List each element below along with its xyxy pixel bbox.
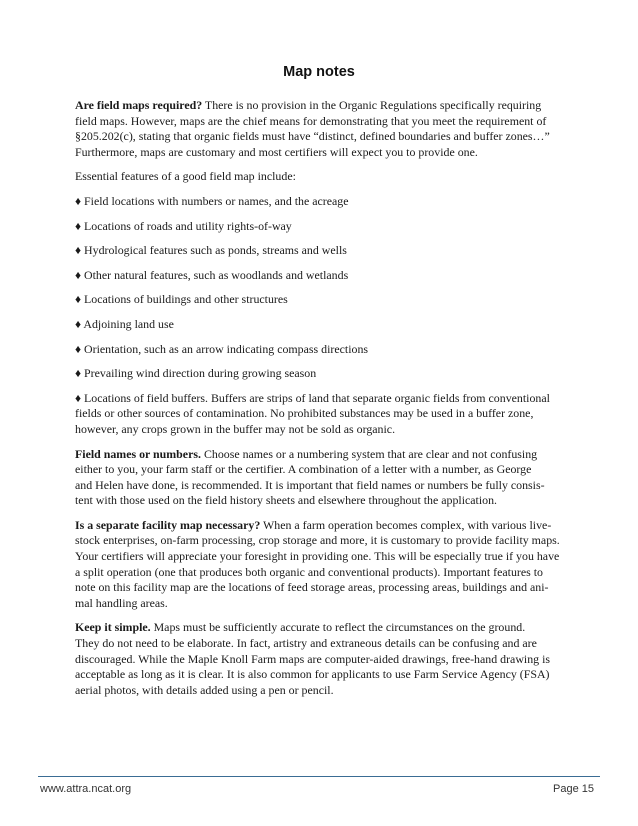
text-line: fields or other sources of contamination. No prohibited substances may be used in a buffer zone,: [75, 406, 534, 421]
text-line: Maps must be sufficiently accurate to reflect the circumstances on the ground.: [150, 620, 526, 635]
page-title: Map notes: [283, 64, 355, 80]
heading-maps-required: Are field maps required?: [75, 98, 203, 112]
text-line: aerial photos, with details added using a pen or pencil.: [75, 682, 334, 697]
text-line: §205.202(c), stating that organic fields must have “distinct, defined boundaries and buffer zones…”: [75, 129, 550, 144]
paragraph-field-names: [75, 447, 567, 509]
feature-item: ♦ Other natural features, such as woodlands and wetlands: [75, 267, 349, 282]
feature-item: ♦ Orientation, such as an arrow indicating compass directions: [75, 341, 369, 356]
features-intro: Essential features of a good field map include:: [75, 169, 296, 184]
paragraph-facility-map: [75, 518, 567, 612]
heading-facility-map: Is a separate facility map necessary?: [75, 517, 261, 532]
text-line: There is no provision in the Organic Regulations specifically requiring: [202, 98, 542, 112]
text-line: a split operation (one that produces both organic and conventional products). Important features to: [75, 564, 544, 579]
feature-item: ♦ Prevailing wind direction during growing season: [75, 366, 317, 381]
paragraph-maps-required: [75, 98, 567, 160]
text-line: They do not need to be elaborate. In fact, artistry and extraneous details can be confusing and are: [75, 636, 537, 651]
page-number: Page 15: [553, 783, 594, 795]
feature-item: ♦ Locations of buildings and other structures: [75, 292, 288, 307]
heading-keep-simple: Keep it simple.: [75, 620, 151, 635]
text-line: however, any crops grown in the buffer may not be sold as organic.: [75, 421, 396, 436]
text-line: Choose names or a numbering system that are clear and not confusing: [200, 446, 538, 461]
feature-item-buffers: [75, 391, 567, 438]
text-line: and Helen have done, is recommended. It is important that field names or numbers be fully consis-: [75, 477, 545, 492]
footer-divider: [38, 776, 600, 777]
text-line: note on this facility map are the locations of feed storage areas, processing areas, buildings and ani-: [75, 580, 549, 595]
feature-item: ♦ Locations of roads and utility rights-of-way: [75, 218, 292, 233]
text-line: ♦ Locations of field buffers. Buffers are strips of land that separate organic fields from conventional: [75, 390, 550, 405]
text-line: tent with those used on the field history sheets and elsewhere throughout the application.: [75, 493, 498, 508]
text-line: When a farm operation becomes complex, with various live-: [260, 517, 552, 532]
text-line: Your certifiers will appreciate your foresight in providing one. This will be especially true if you have: [75, 549, 560, 564]
footer-url-link[interactable]: www.attra.ncat.org: [40, 783, 132, 795]
feature-item: ♦ Adjoining land use: [75, 316, 174, 331]
text-line: Furthermore, maps are customary and most certifiers will expect you to provide one.: [75, 144, 478, 159]
feature-item: ♦ Field locations with numbers or names, and the acreage: [75, 193, 349, 208]
paragraph-keep-simple: [75, 620, 567, 698]
text-line: discouraged. While the Maple Knoll Farm maps are computer-aided drawings, free-hand drawing is: [75, 651, 551, 666]
text-line: mal handling areas.: [75, 595, 168, 610]
text-line: field maps. However, maps are the chief means for demonstrating that you meet the requirement of: [75, 113, 547, 128]
feature-item: ♦ Hydrological features such as ponds, streams and wells: [75, 243, 347, 258]
text-line: acceptable as long as it is clear. It is also common for applicants to use Farm Service Agency (FSA): [75, 667, 550, 682]
heading-field-names: Field names or numbers.: [75, 446, 201, 461]
text-line: either to you, your farm staff or the certifier. A combination of a letter with a number, as George: [75, 462, 532, 477]
page-content: [75, 98, 567, 698]
text-line: stock enterprises, on-farm processing, crop storage and more, it is customary to provide facility maps.: [75, 533, 560, 548]
